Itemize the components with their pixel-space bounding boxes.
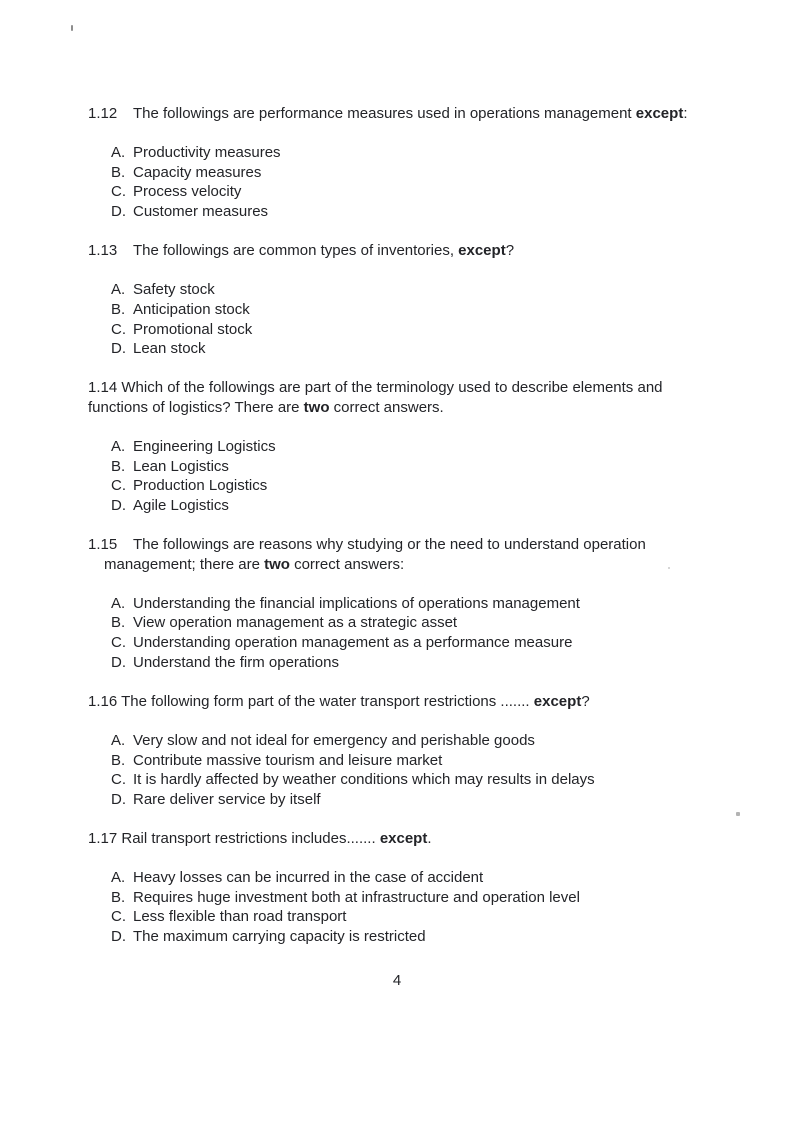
- question-text: .: [427, 829, 432, 847]
- option-text: Production Logistics: [133, 477, 268, 495]
- option-a: [111, 868, 764, 888]
- question-number: 1.15: [88, 536, 118, 554]
- option-letter: D.: [111, 927, 126, 945]
- option-letter: A.: [111, 438, 126, 456]
- question-text: correct answers:: [289, 555, 405, 573]
- scan-artifact-icon: [71, 25, 73, 31]
- option-d: [111, 653, 764, 673]
- option-letter: B.: [111, 163, 126, 181]
- option-text: Promotional stock: [133, 320, 253, 338]
- question-text-bold: except: [458, 242, 506, 260]
- question-text: The followings are performance measures used in operations management: [133, 105, 636, 122]
- question-text: correct answers.: [329, 398, 444, 416]
- question-text: Rail transport restrictions includes.......: [121, 829, 380, 847]
- option-d: [111, 339, 764, 359]
- question-text: The followings are reasons why studying or the need to understand operation: [133, 536, 646, 554]
- option-letter: A.: [111, 281, 126, 299]
- option-b: [111, 613, 764, 633]
- question-text-bold: except: [635, 105, 684, 122]
- question-text: Which of the followings are part of the terminology used to describe elements and: [121, 379, 663, 397]
- question-number: 1.17: [88, 829, 118, 847]
- option-c: [111, 907, 764, 927]
- option-text: Capacity measures: [133, 163, 262, 181]
- option-letter: C.: [111, 320, 126, 338]
- option-b: [111, 163, 764, 183]
- option-letter: D.: [111, 340, 126, 358]
- option-a: [111, 594, 764, 614]
- question-1.12: [88, 104, 764, 222]
- question-number: 1.13: [88, 242, 118, 260]
- option-text: Understanding operation management as a performance measure: [133, 634, 573, 652]
- question-text-bold: except: [379, 829, 428, 847]
- option-text: Requires huge investment both at infrastructure and operation level: [133, 888, 580, 906]
- option-a: [111, 280, 764, 300]
- question-text: functions of logistics? There are: [88, 398, 304, 416]
- question-text: The following form part of the water transport restrictions .......: [121, 692, 534, 710]
- questions-container: [88, 104, 764, 966]
- option-text: Heavy losses can be incurred in the case of accident: [133, 869, 484, 887]
- options-list: [88, 731, 764, 809]
- question-1.14: [88, 378, 764, 515]
- option-letter: B.: [111, 300, 126, 318]
- option-text: Understanding the financial implications of operations management: [133, 594, 580, 612]
- question-heading-continuation: [88, 555, 764, 575]
- question-heading: [88, 692, 764, 712]
- options-list: [88, 437, 764, 515]
- option-letter: A.: [111, 144, 126, 162]
- option-text: Lean Logistics: [133, 457, 229, 475]
- option-letter: D.: [111, 653, 126, 671]
- question-heading: [88, 241, 764, 261]
- option-text: View operation management as a strategic asset: [133, 614, 458, 632]
- option-text: Understand the firm operations: [133, 653, 339, 671]
- option-letter: D.: [111, 496, 126, 514]
- option-a: [111, 143, 764, 163]
- question-text-bold: two: [264, 555, 290, 573]
- question-text-bold: except: [533, 692, 582, 710]
- options-list: [88, 280, 764, 358]
- option-b: [111, 751, 764, 771]
- question-text: ?: [581, 692, 590, 710]
- option-c: [111, 182, 764, 202]
- option-letter: A.: [111, 869, 126, 887]
- option-letter: B.: [111, 614, 126, 632]
- option-c: [111, 320, 764, 340]
- option-text: Anticipation stock: [133, 300, 250, 318]
- option-b: [111, 300, 764, 320]
- option-letter: B.: [111, 751, 126, 769]
- question-number: 1.12: [88, 105, 118, 122]
- question-1.15: [88, 535, 764, 672]
- question-1.13: [88, 241, 764, 359]
- option-text: Very slow and not ideal for emergency and perishable goods: [133, 732, 535, 749]
- question-text-bold: two: [303, 398, 330, 416]
- option-d: [111, 496, 764, 516]
- option-letter: D.: [111, 790, 126, 808]
- option-text: Agile Logistics: [133, 496, 229, 514]
- question-1.16: [88, 692, 764, 810]
- options-list: [88, 594, 764, 672]
- question-1.17: [88, 829, 764, 947]
- question-text: management; there are: [104, 555, 265, 573]
- option-text: Contribute massive tourism and leisure market: [133, 751, 443, 769]
- question-heading-continuation: [88, 398, 764, 418]
- option-letter: C.: [111, 477, 126, 495]
- option-letter: A.: [111, 732, 126, 749]
- option-letter: C.: [111, 634, 126, 652]
- option-text: Less flexible than road transport: [133, 908, 347, 926]
- question-heading: [88, 378, 764, 398]
- option-letter: C.: [111, 183, 126, 201]
- question-text: :: [683, 105, 688, 122]
- option-c: [111, 770, 764, 790]
- option-text: Customer measures: [133, 202, 269, 220]
- option-text: The maximum carrying capacity is restricted: [133, 927, 426, 945]
- option-letter: B.: [111, 457, 126, 475]
- question-text: The followings are common types of inventories,: [133, 242, 459, 260]
- question-heading: [88, 104, 764, 124]
- option-letter: B.: [111, 888, 126, 906]
- option-text: Process velocity: [133, 183, 242, 201]
- option-text: Rare deliver service by itself: [133, 790, 321, 808]
- option-b: [111, 888, 764, 908]
- option-d: [111, 927, 764, 947]
- option-text: Lean stock: [133, 340, 206, 358]
- options-list: [88, 143, 764, 221]
- option-c: [111, 476, 764, 496]
- question-number: 1.16: [88, 692, 118, 710]
- option-text: It is hardly affected by weather conditions which may results in delays: [133, 771, 595, 789]
- option-d: [111, 790, 764, 810]
- option-letter: A.: [111, 594, 126, 612]
- option-d: [111, 202, 764, 222]
- question-heading: [88, 535, 764, 555]
- option-letter: D.: [111, 202, 126, 220]
- option-a: [111, 437, 764, 457]
- question-number: 1.14: [88, 379, 118, 397]
- option-text: Safety stock: [133, 281, 215, 299]
- option-c: [111, 633, 764, 653]
- option-text: Engineering Logistics: [133, 438, 276, 456]
- option-text: Productivity measures: [133, 144, 281, 162]
- option-letter: C.: [111, 771, 126, 789]
- question-heading: [88, 829, 764, 849]
- options-list: [88, 868, 764, 946]
- option-letter: C.: [111, 908, 126, 926]
- option-a: [111, 731, 764, 751]
- question-text: ?: [505, 242, 515, 260]
- option-b: [111, 457, 764, 477]
- page-number: 4: [392, 972, 402, 989]
